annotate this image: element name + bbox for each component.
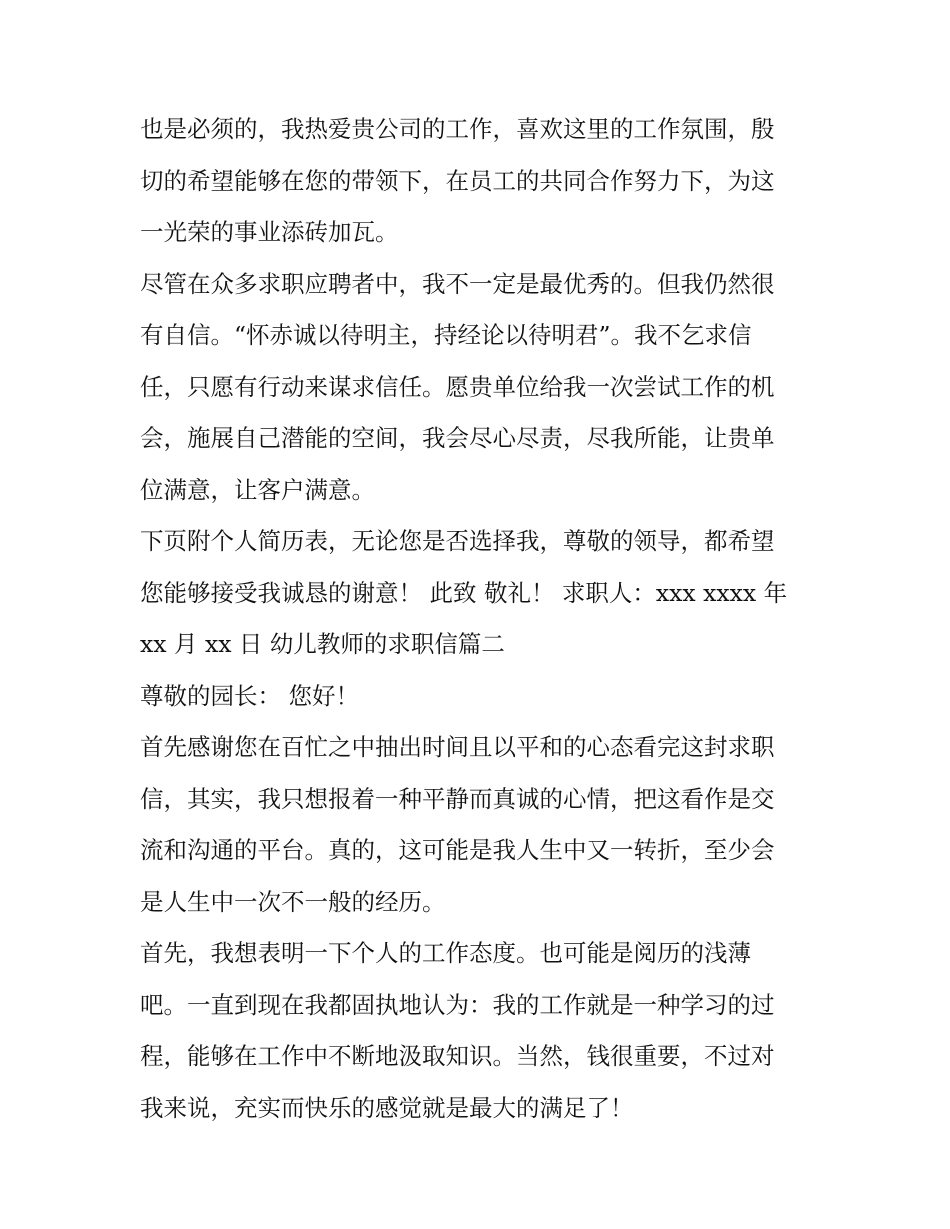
text-line: 下页附个人简历表，无论您是否选择我，尊敬的领导，都希望	[140, 527, 775, 555]
text-line: xx 月 xx 日 幼儿教师的求职信篇二	[140, 630, 505, 658]
text-line: 您能够接受我诚恳的谢意！ 此致 敬礼！ 求职人：xxx xxxx 年	[140, 578, 788, 607]
text-line: 有自信。“怀赤诚以待明主，持经论以待明君”。我不乞求信	[140, 321, 752, 349]
text-line: 流和沟通的平台。真的，这可能是我人生中又一转折，至少会	[140, 836, 775, 864]
text-line: 程，能够在工作中不断地汲取知识。当然，钱很重要，不过对	[140, 1042, 775, 1070]
document-body	[140, 104, 815, 1134]
text-line: 切的希望能够在您的带领下，在员工的共同合作努力下，为这	[140, 166, 775, 195]
text-line: 首先感谢您在百忙之中抽出时间且以平和的心态看完这封求职	[140, 733, 775, 761]
text-line: 吧。一直到现在我都固执地认为：我的工作就是一种学习的过	[140, 990, 775, 1019]
text-line: 会，施展自己潜能的空间，我会尽心尽责，尽我所能，让贵单	[140, 424, 775, 452]
text-line: 尽管在众多求职应聘者中，我不一定是最优秀的。但我仍然很	[140, 269, 775, 298]
salutation-line: 尊敬的园长： 您好！	[140, 681, 359, 710]
text-line: 我来说，充实而快乐的感觉就是最大的满足了！	[140, 1093, 634, 1122]
text-line: 位满意，让客户满意。	[140, 475, 375, 504]
text-line: 首先，我想表明一下个人的工作态度。也可能是阅历的浅薄	[140, 939, 751, 967]
text-line: 是人生中一次不一般的经历。	[140, 887, 446, 916]
text-line: 信，其实，我只想报着一种平静而真诚的心情，把这看作是交	[140, 784, 775, 813]
text-line: 也是必须的，我热爱贵公司的工作，喜欢这里的工作氛围，殷	[140, 115, 775, 143]
text-line: 一光荣的事业添砖加瓦。	[140, 218, 399, 246]
text-line: 任，只愿有行动来谋求信任。愿贵单位给我一次尝试工作的机	[140, 372, 775, 401]
